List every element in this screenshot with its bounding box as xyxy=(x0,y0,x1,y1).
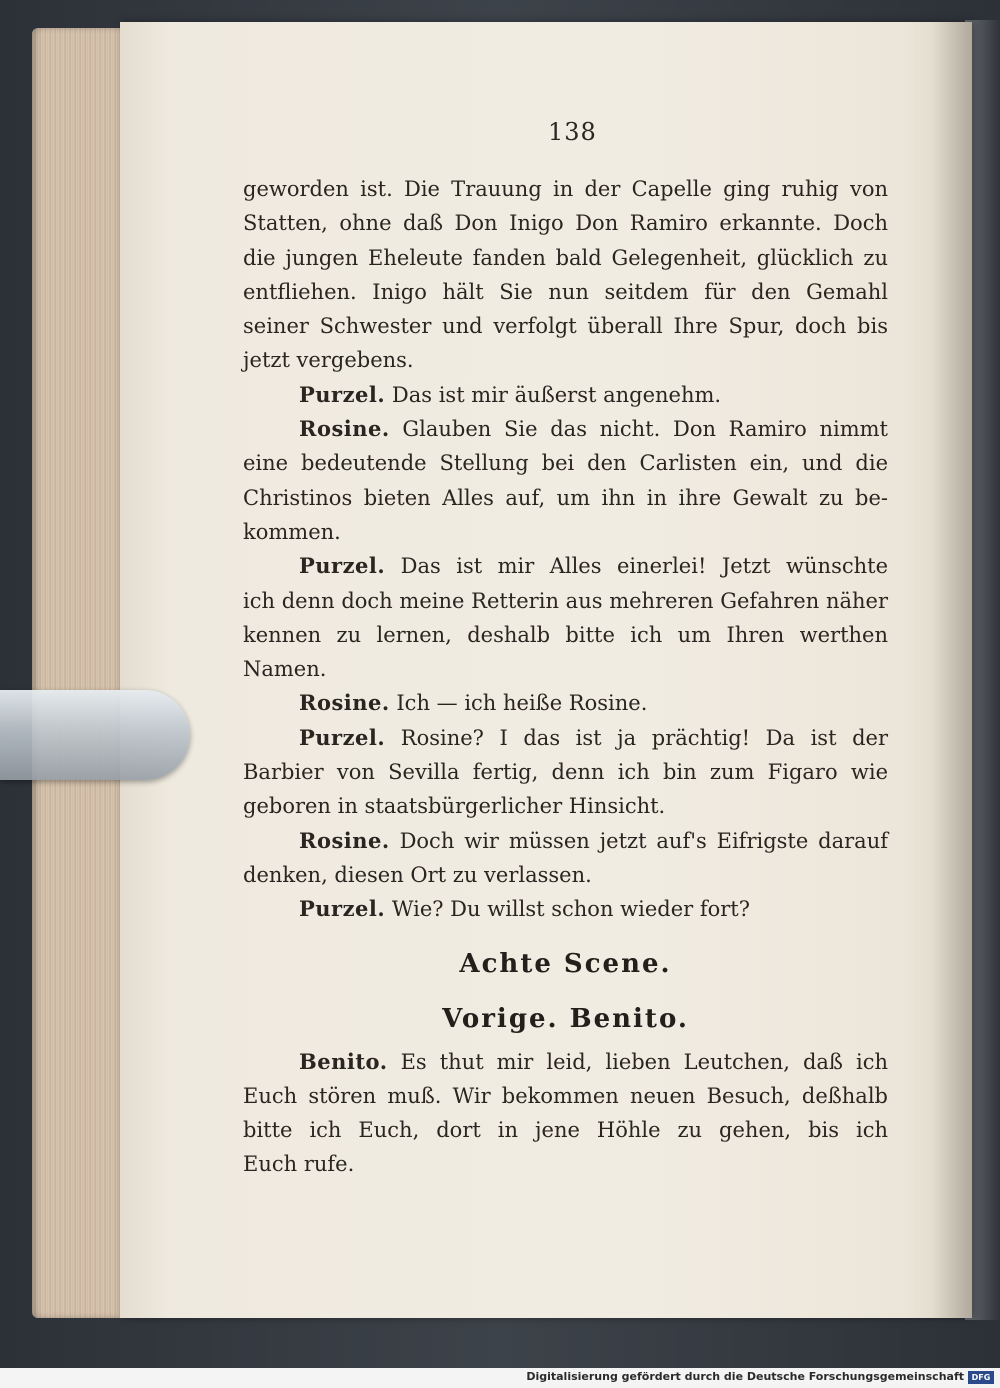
dialogue-rosine-2 xyxy=(243,686,888,720)
text-line: entfliehen. Inigo hält Sie nun seitdem für den Gemahl xyxy=(243,279,888,304)
text-line: eine bedeutende Stellung bei den Carlisten ein, und die xyxy=(243,451,888,476)
dialogue-text: Rosine? I das ist ja prächtig! Da ist der xyxy=(400,725,888,750)
speaker-name: Rosine. xyxy=(299,416,390,442)
dialogue-purzel-1 xyxy=(243,378,888,412)
text-line: kennen zu lernen, deshalb bitte ich um Ihren werthen xyxy=(243,622,888,647)
dialogue-text: Glauben Sie das nicht. Don Ramiro nimmt xyxy=(402,417,888,442)
dialogue-purzel-2 xyxy=(243,549,888,686)
speaker-name: Purzel. xyxy=(299,381,386,407)
page-text xyxy=(243,172,888,1182)
dialogue-rosine-3 xyxy=(243,824,888,893)
text-line: ich denn doch meine Retterin aus mehreren Gefahren näher xyxy=(243,588,888,613)
scene-title: Achte Scene. xyxy=(459,948,672,979)
dfg-logo-icon: DFG xyxy=(968,1371,994,1384)
book-page-edges xyxy=(32,28,128,1318)
footer-bar xyxy=(0,1368,1000,1388)
text-line: geworden ist. Die Trauung in der Capelle ging ruhig von xyxy=(243,177,888,201)
text-line: Euch rufe. xyxy=(243,1152,355,1177)
dialogue-line xyxy=(243,892,888,926)
text-line: Christinos bieten Alles auf, um ihn in ihre Gewalt zu be- xyxy=(243,485,888,510)
text-line: jetzt vergebens. xyxy=(243,348,414,373)
speaker-name: Purzel. xyxy=(299,724,386,750)
dialogue-line xyxy=(243,686,888,720)
text-line: Statten, ohne daß Don Inigo Don Ramiro erkannte. Doch xyxy=(243,211,888,236)
dialogue-rosine-1 xyxy=(243,412,888,549)
dialogue-line xyxy=(243,1045,888,1079)
dialogue-text: Ich — ich heiße Rosine. xyxy=(396,691,648,716)
speaker-name: Benito. xyxy=(299,1048,388,1074)
dialogue-purzel-4 xyxy=(243,892,888,926)
speaker-name: Rosine. xyxy=(299,690,390,716)
scene-cast: Vorige. Benito. xyxy=(442,1003,689,1034)
text-line: bitte ich Euch, dort in jene Höhle zu gehen, bis ich xyxy=(243,1118,888,1143)
text-line: seiner Schwester und verfolgt überall Ihre Spur, doch bis xyxy=(243,314,888,339)
text-line: Barbier von Sevilla fertig, denn ich bin zum Figaro wie xyxy=(243,760,888,785)
dialogue-text: Das ist mir Alles einerlei! Jetzt wünschte xyxy=(400,554,889,579)
text-line: kommen. xyxy=(243,519,341,544)
text-line: Euch stören muß. Wir bekommen neuen Besuch, deßhalb xyxy=(243,1083,888,1108)
text-line: geboren in staatsbürgerlicher Hinsicht. xyxy=(243,794,666,819)
dialogue-line xyxy=(243,824,888,858)
speaker-name: Purzel. xyxy=(299,553,386,579)
text-line: denken, diesen Ort zu verlassen. xyxy=(243,862,592,887)
page-number: 138 xyxy=(548,118,597,146)
dialogue-benito-1 xyxy=(243,1045,888,1182)
dialogue-text: Wie? Du willst schon wieder fort? xyxy=(391,897,750,922)
dialogue-line xyxy=(243,549,888,583)
dialogue-text: Es thut mir leid, lieben Leutchen, daß ich xyxy=(400,1049,888,1074)
dialogue-purzel-3 xyxy=(243,721,888,824)
dialogue-text: Das ist mir äußerst angenehm. xyxy=(391,382,722,407)
dialogue-line xyxy=(243,378,888,412)
dialogue-line xyxy=(243,412,888,446)
paragraph-intro xyxy=(243,172,888,378)
dialogue-line xyxy=(243,721,888,755)
dialogue-text: Doch wir müssen jetzt auf's Eifrigste darauf xyxy=(399,828,888,853)
text-line: die jungen Eheleute fanden bald Gelegenheit, glücklich zu xyxy=(243,245,888,270)
page-clip xyxy=(0,690,190,780)
speaker-name: Purzel. xyxy=(299,896,386,922)
gutter-shadow xyxy=(932,22,972,1318)
text-line: Namen. xyxy=(243,657,327,682)
speaker-name: Rosine. xyxy=(299,827,390,853)
footer-credit: Digitalisierung gefördert durch die Deutsche Forschungsgemeinschaft xyxy=(526,1370,964,1383)
